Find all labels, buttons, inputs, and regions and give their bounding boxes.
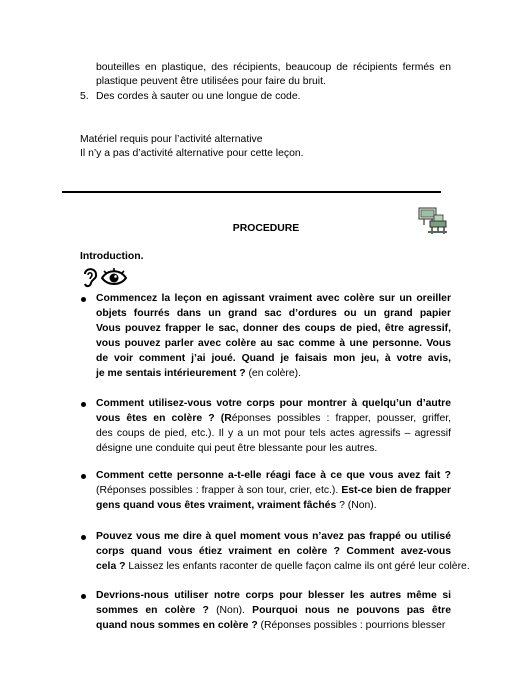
bullet-1-line (96, 292, 451, 306)
bullet-3-line (96, 484, 451, 498)
regular-text: éponses possibles : frapper, pousser, griffer, (231, 413, 451, 424)
bold-text: Vous pouvez frapper le sac, donner des coups de pied, être agressif, (96, 323, 451, 334)
regular-text: Laissez les enfants raconter de quelle façon calme ils ont géré leur colère. (125, 561, 470, 572)
bullet-2-line (96, 412, 451, 426)
regular-text: ? (Non). (336, 500, 377, 511)
bold-text: objets fourrés dans un grand sac d’ordures ou un grand papier (96, 308, 451, 319)
bullet-2-line (96, 397, 451, 411)
introduction-label: Introduction. (80, 251, 144, 262)
list-item-5-number: 5. (80, 91, 89, 102)
bullet-1-line (96, 352, 451, 366)
bold-text: quand nous sommes en colère ? (96, 620, 258, 631)
bold-text: Comment utilisez-vous votre corps pour montrer à quelqu’un d’autre (96, 398, 451, 409)
procedure-title: PROCEDURE (232, 223, 300, 234)
bold-text: corps quand vous étiez vraiment en colère ? Comment avez-vous (96, 546, 451, 557)
bullet-2-line (96, 427, 451, 441)
alternative-heading: Matériel requis pour l’activité alternative (80, 134, 263, 145)
bullet-3-line (96, 499, 377, 513)
bold-text: Est-ce bien de frapper (341, 485, 451, 496)
bullet-4-line (96, 560, 470, 574)
list-item-5-text: Des cordes à sauter ou une longue de code. (96, 91, 301, 102)
bullet-5-line (96, 589, 451, 603)
bold-text: Commencez la leçon en agissant vraiment avec colère sur un oreiller (96, 293, 451, 304)
bullet-5-line (96, 604, 451, 618)
list-item-continued-line-2: plastique peuvent être utilisées pour faire du bruit. (96, 76, 326, 87)
desk-icon (418, 207, 448, 235)
alternative-text: Il n’y a pas d’activité alternative pour cette leçon. (80, 148, 304, 159)
bullet-marker (81, 474, 86, 479)
bullet-1-line (96, 307, 451, 321)
list-item-continued-line-1: bouteilles en plastique, des récipients, beaucoup de récipients fermés en (96, 62, 451, 73)
bold-text: Pourquoi nous ne pouvons pas être (252, 605, 451, 616)
bullet-marker (81, 594, 86, 599)
bullet-marker (81, 297, 86, 302)
bullet-2-line (96, 442, 377, 456)
bullet-3-line (96, 469, 451, 483)
bold-text: de voir comment j’ai joué. Quand je faisais mon jeu, à votre avis, (96, 353, 451, 364)
regular-text: (Réponses possibles : frapper à son tour, crier, etc.). (96, 485, 342, 496)
bold-text: cela ? (96, 561, 126, 572)
regular-text: désigne une conduite qui peut être blessante pour les autres. (96, 443, 378, 454)
bullet-marker (81, 535, 86, 540)
bold-text: vous êtes en colère ? (R (96, 413, 232, 424)
bold-text: je me sentais intérieurement ? (96, 368, 246, 379)
ear-icon (80, 265, 100, 289)
bullet-1-line (96, 322, 451, 336)
bold-text: Comment cette personne a-t-elle réagi face à ce que vous avez fait ? (96, 470, 451, 481)
bold-text: sommes en colère ? (96, 605, 209, 616)
bullet-marker (81, 402, 86, 407)
bold-text: Devrions-nous utiliser notre corps pour blesser les autres même si (96, 590, 451, 601)
bold-text: Pouvez vous me dire à quel moment vous n’avez pas frappé ou utilisé (96, 531, 451, 542)
bullet-1-line (96, 367, 301, 381)
regular-text: (en colère). (245, 368, 302, 379)
bullet-4-line (96, 545, 451, 559)
bullet-5-line (96, 619, 445, 633)
regular-text: (Non). (208, 605, 253, 616)
section-divider (62, 191, 441, 193)
bold-text: vous pouvez parler avec colère au sac comme à une personne. Vous (96, 338, 451, 349)
bullet-4-line (96, 530, 451, 544)
bold-text: gens quand vous êtes vraiment, vraiment fâchés (96, 500, 337, 511)
eye-icon (100, 267, 128, 287)
regular-text: des coups de pied, etc.). Il y a un mot pour tels actes agressifs – agressif (96, 428, 451, 439)
bullet-1-line (96, 337, 451, 351)
introduction-icons (80, 265, 128, 289)
regular-text: (Réponses possibles : pourrions blesser (257, 620, 446, 631)
